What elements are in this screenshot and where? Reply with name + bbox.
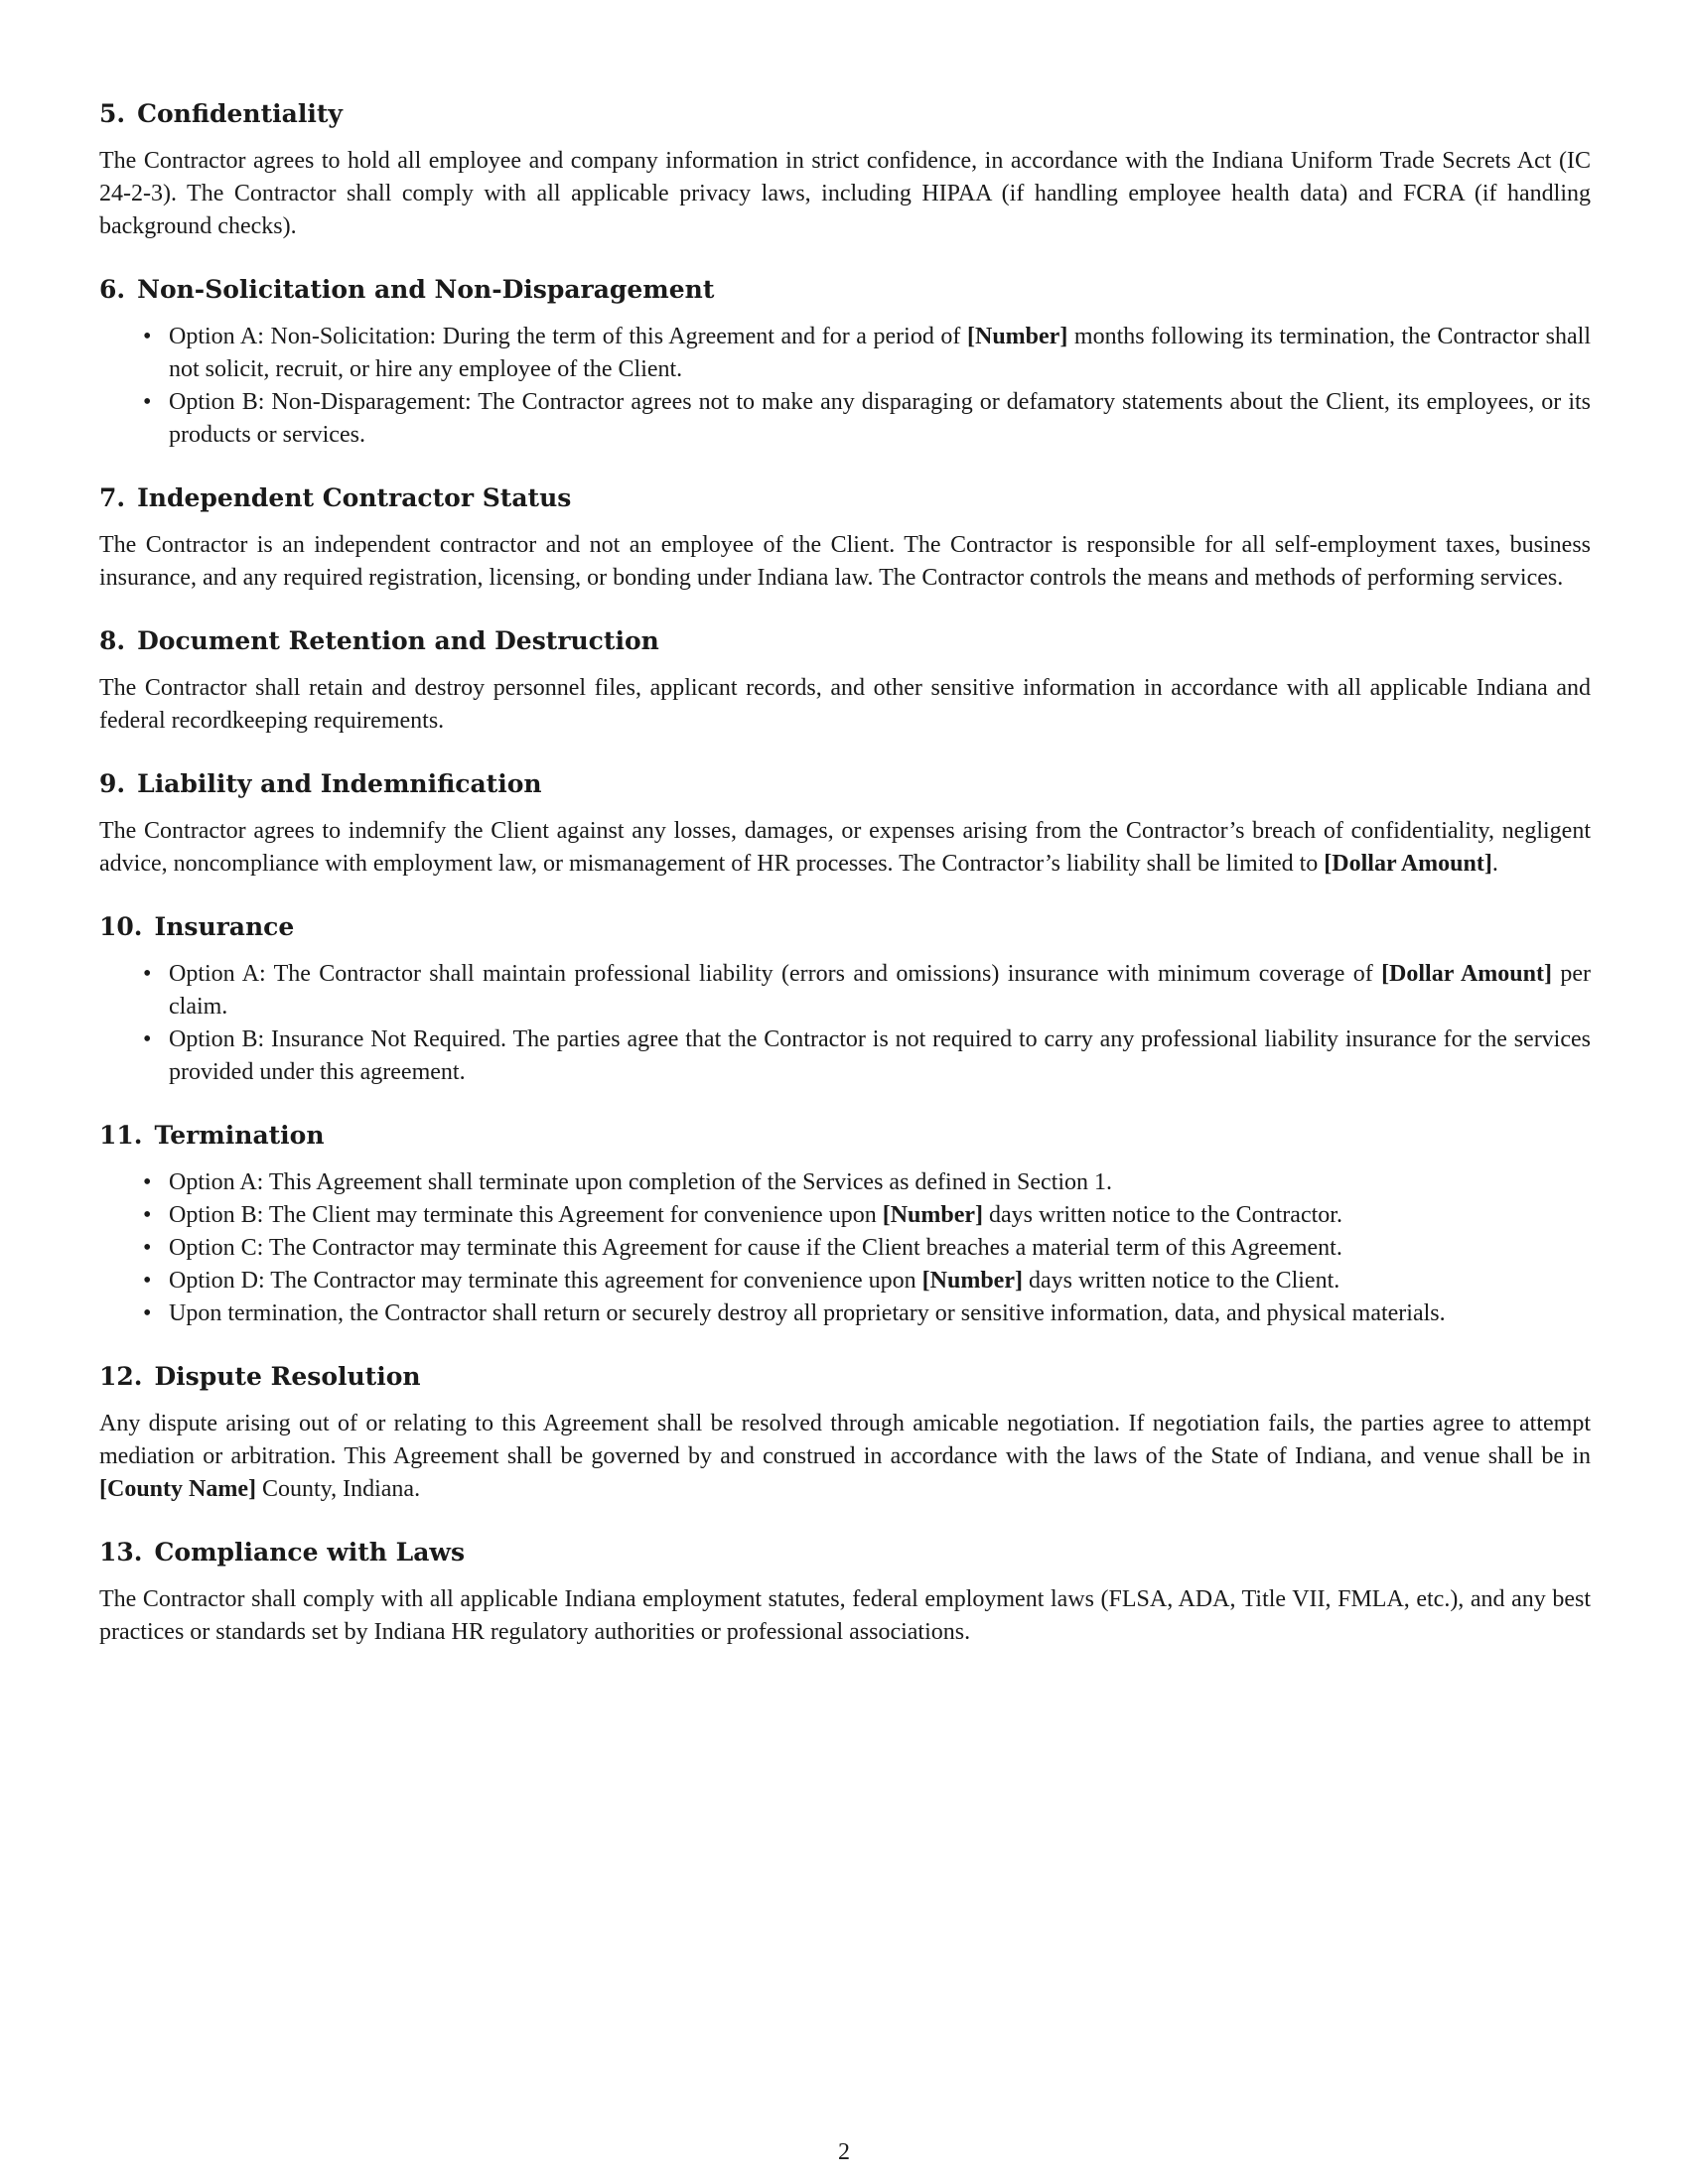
section-body: The Contractor shall retain and destroy personnel files, applicant records, and other sensitive information in accordance with all applicable Indiana and federal recordkeeping requirements. <box>99 675 1591 734</box>
list-item: • Option A: This Agreement shall terminate upon completion of the Services as defined in Section 1. <box>169 1166 1591 1199</box>
section-heading: 10. Insurance <box>99 912 295 941</box>
list-item: • Option A: The Contractor shall maintain professional liability (errors and omissions) insurance with minimum coverage of [Dollar Amount] per claim. <box>169 958 1591 1024</box>
section-termination <box>99 1119 1591 1330</box>
placeholder-field: [Number] <box>967 324 1068 349</box>
section-body: The Contractor shall comply with all applicable Indiana employment statutes, federal employment laws (FLSA, ADA, Title VII, FMLA, etc.), and any best practices or standards set by Indiana HR regulatory authorities or professional associations. <box>99 1586 1591 1645</box>
section-insurance <box>99 910 1591 1089</box>
section-heading: 5. Confidentiality <box>99 99 343 128</box>
page-number: 2 <box>838 2139 850 2165</box>
options-list <box>99 321 1591 452</box>
section-heading: 6. Non-Solicitation and Non-Disparagement <box>99 275 715 304</box>
section-heading: 8. Document Retention and Destruction <box>99 626 659 655</box>
list-item: • Option A: Non-Solicitation: During the term of this Agreement and for a period of [Number] months following its termination, the Contractor shall not solicit, recruit, or hire any employee of the Client. <box>169 321 1591 386</box>
placeholder-field: [Number] <box>921 1268 1023 1294</box>
section-compliance <box>99 1536 1591 1649</box>
list-item: • Option B: Non-Disparagement: The Contractor agrees not to make any disparaging or defamatory statements about the Client, its employees, or its products or services. <box>169 386 1591 452</box>
placeholder-field: [County Name] <box>99 1476 256 1502</box>
section-heading: 11. Termination <box>99 1121 325 1150</box>
list-item: • Option C: The Contractor may terminate this Agreement for cause if the Client breaches a material term of this Agreement. <box>169 1232 1591 1265</box>
section-liability <box>99 767 1591 881</box>
list-item: • Upon termination, the Contractor shall return or securely destroy all proprietary or sensitive information, data, and physical materials. <box>169 1297 1591 1330</box>
section-body: The Contractor agrees to hold all employee and company information in strict confidence, in accordance with the Indiana Uniform Trade Secrets Act (IC 24-2-3). The Contractor shall comply with all applicable privacy laws, including HIPAA (if handling employee health data) and FCRA (if handling background checks). <box>99 148 1591 239</box>
section-confidentiality <box>99 97 1591 243</box>
placeholder-field: [Dollar Amount] <box>1324 851 1492 877</box>
section-heading: 9. Liability and Indemnification <box>99 769 542 798</box>
section-dispute-resolution <box>99 1360 1591 1506</box>
placeholder-field: [Number] <box>882 1202 984 1228</box>
options-list <box>99 1166 1591 1330</box>
section-non-solicitation <box>99 273 1591 452</box>
section-body: Any dispute arising out of or relating to this Agreement shall be resolved through amicable negotiation. If negotiation fails, the parties agree to attempt mediation or arbitration. This Agreement shall be governed by and construed in accordance with the laws of the State of Indiana, and venue shall be in [County Name] County, Indiana. <box>99 1411 1591 1502</box>
list-item: • Option D: The Contractor may terminate this agreement for convenience upon [Number] days written notice to the Client. <box>169 1265 1591 1297</box>
list-item: • Option B: The Client may terminate this Agreement for convenience upon [Number] days written notice to the Contractor. <box>169 1199 1591 1232</box>
placeholder-field: [Dollar Amount] <box>1381 961 1552 987</box>
section-independent-contractor <box>99 481 1591 595</box>
document-content <box>99 97 1591 1679</box>
section-document-retention <box>99 624 1591 738</box>
section-body: The Contractor is an independent contractor and not an employee of the Client. The Contractor is responsible for all self-employment taxes, business insurance, and any required registration, licensing, or bonding under Indiana law. The Contractor controls the means and methods of performing services. <box>99 532 1591 591</box>
section-heading: 7. Independent Contractor Status <box>99 483 572 512</box>
section-heading: 13. Compliance with Laws <box>99 1538 466 1567</box>
list-item: • Option B: Insurance Not Required. The parties agree that the Contractor is not required to carry any professional liability insurance for the services provided under this agreement. <box>169 1024 1591 1089</box>
options-list <box>99 958 1591 1089</box>
section-heading: 12. Dispute Resolution <box>99 1362 421 1391</box>
section-body: The Contractor agrees to indemnify the Client against any losses, damages, or expenses arising from the Contractor’s breach of confidentiality, negligent advice, noncompliance with employment law, or mismanagement of HR processes. The Contractor’s liability shall be limited to [Dollar Amount]. <box>99 818 1591 877</box>
